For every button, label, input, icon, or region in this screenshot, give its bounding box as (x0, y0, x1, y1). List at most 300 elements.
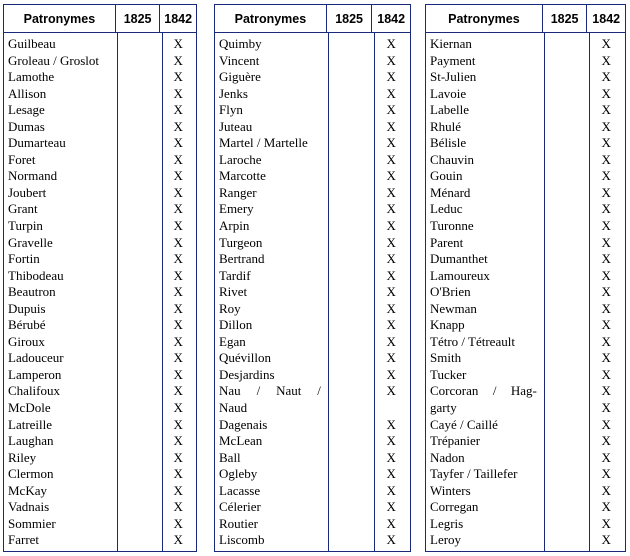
surname-cell: Latreille (8, 416, 53, 432)
year-1825-cell (327, 334, 373, 351)
surname-cell: Arpin (219, 218, 250, 234)
table-row (426, 69, 625, 86)
surname-cell: Winters (430, 482, 471, 498)
surname-cell: Leduc (430, 201, 463, 217)
year-1825-cell (327, 86, 373, 103)
year-1825-cell (327, 135, 373, 152)
year-1842-cell: X (601, 102, 611, 118)
table-row (215, 532, 410, 549)
year-1825-cell (327, 218, 373, 235)
surname-cell: Fortin (8, 251, 40, 267)
surname-cell: Gravelle (8, 234, 53, 250)
table-row (426, 235, 625, 252)
year-1825-cell (543, 268, 588, 285)
header-patronymes: Patronymes (4, 5, 116, 32)
year-1825-cell (116, 483, 161, 500)
year-1825-cell (543, 367, 588, 384)
table-row (215, 417, 410, 434)
table-row (215, 119, 410, 136)
year-1825-cell (327, 201, 373, 218)
year-1842-cell: X (601, 300, 611, 316)
table-row (4, 268, 196, 285)
year-1842-cell: X (173, 118, 183, 134)
surname-cell: Ranger (219, 184, 257, 200)
table-row (426, 417, 625, 434)
year-1825-cell (327, 251, 373, 268)
table-row (215, 433, 410, 450)
year-1842-cell: X (601, 267, 611, 283)
surname-cell: Turonne (430, 218, 474, 234)
year-1825-cell (543, 334, 588, 351)
surname-cell: Smith (430, 350, 462, 366)
surname-cell: Tétro / Tétreault (430, 333, 515, 349)
surname-cell: Laughan (8, 433, 54, 449)
year-1842-cell: X (173, 102, 183, 118)
surname-cell: Giroux (8, 333, 45, 349)
year-1842-cell: X (601, 532, 611, 548)
table-row (215, 53, 410, 70)
table-row (426, 119, 625, 136)
year-1825-cell (327, 466, 373, 483)
surname-cell: Rhulé (430, 118, 462, 134)
surname-cell: Tayfer / Taillefer (430, 466, 518, 482)
table-row (4, 417, 196, 434)
year-1842-cell: X (173, 400, 183, 416)
surname-cell: Dumarteau (8, 135, 66, 151)
year-1825-cell (116, 235, 161, 252)
year-1825-cell (327, 53, 373, 70)
surname-cell: Célerier (219, 499, 261, 515)
year-1842-cell: X (386, 300, 396, 316)
year-1842-cell: X (173, 366, 183, 382)
year-1842-cell: X (601, 118, 611, 134)
surname-cell: Labelle (430, 102, 469, 118)
year-1825-cell (327, 152, 373, 169)
year-1825-cell (543, 185, 588, 202)
year-1825-cell (327, 499, 373, 516)
surname-cell: Turgeon (219, 234, 263, 250)
table-row (4, 433, 196, 450)
year-1842-cell: X (173, 482, 183, 498)
year-1825-cell (543, 301, 588, 318)
table-row (426, 135, 625, 152)
surname-cell: Joubert (8, 184, 47, 200)
surname-cell: Marcotte (219, 168, 266, 184)
year-1825-cell (116, 201, 161, 218)
surname-cell: Tardif (219, 267, 251, 283)
year-1842-cell: X (601, 69, 611, 85)
table-row (215, 152, 410, 169)
year-1842-cell: X (173, 499, 183, 515)
year-1825-cell (116, 317, 161, 334)
year-1825-cell (116, 417, 161, 434)
year-1842-cell: X (386, 449, 396, 465)
year-1825-cell (543, 251, 588, 268)
table-row (215, 350, 410, 367)
year-1842-cell: X (386, 267, 396, 283)
table-row (4, 350, 196, 367)
year-1825-cell (543, 417, 588, 434)
year-1842-cell: X (601, 284, 611, 300)
surname-cell: Chalifoux (8, 383, 60, 399)
year-1825-cell (327, 383, 373, 400)
table-row (426, 516, 625, 533)
surname-cell: Rivet (219, 284, 248, 300)
year-1825-cell (116, 383, 161, 400)
year-1825-cell (543, 317, 588, 334)
table-row (426, 383, 625, 400)
table-row (426, 168, 625, 185)
table-row (4, 135, 196, 152)
year-1842-cell: X (173, 69, 183, 85)
table-row (4, 235, 196, 252)
surname-cell: Corcoran / Hag- (430, 383, 537, 399)
surname-cell: Jenks (219, 85, 248, 101)
year-1825-cell (543, 152, 588, 169)
year-1825-cell (116, 168, 161, 185)
surname-cell: Martel / Martelle (219, 135, 308, 151)
table-row (4, 152, 196, 169)
year-1842-cell: X (386, 234, 396, 250)
year-1842-cell: X (386, 251, 396, 267)
year-1842-cell: X (601, 36, 611, 51)
year-1825-cell (327, 516, 373, 533)
year-1842-cell: X (601, 499, 611, 515)
surname-cell: Newman (430, 300, 477, 316)
table-row (215, 102, 410, 119)
table-row (215, 450, 410, 467)
surname-cell: St-Julien (430, 69, 477, 85)
year-1825-cell (116, 301, 161, 318)
table-row (426, 350, 625, 367)
year-1842-cell: X (173, 383, 183, 399)
table-row (215, 516, 410, 533)
table-row (4, 334, 196, 351)
year-1842-cell (372, 400, 410, 417)
surname-cell: Lavoie (430, 85, 467, 101)
surname-cell: Laroche (219, 151, 262, 167)
year-1842-cell: X (386, 317, 396, 333)
year-1842-cell: X (386, 36, 396, 51)
year-1842-cell: X (173, 151, 183, 167)
table-row (215, 499, 410, 516)
surname-cell: Nau / Naut / (219, 383, 321, 399)
surname-cell: Sommier (8, 515, 56, 531)
surname-cell: Dagenais (219, 416, 268, 432)
table-body (4, 33, 196, 551)
surname-cell: Lamperon (8, 366, 62, 382)
table-row (4, 119, 196, 136)
year-1842-cell: X (601, 482, 611, 498)
year-1825-cell (327, 367, 373, 384)
year-1825-cell (543, 168, 588, 185)
surname-cell: Ball (219, 449, 241, 465)
year-1842-cell: X (173, 267, 183, 283)
table-row (4, 383, 196, 400)
table-row (426, 400, 625, 417)
year-1825-cell (327, 69, 373, 86)
year-1842-cell: X (386, 366, 396, 382)
table-row (215, 218, 410, 235)
year-1825-cell (327, 36, 373, 53)
year-1842-cell: X (173, 36, 183, 51)
year-1842-cell: X (386, 416, 396, 432)
year-1842-cell: X (173, 135, 183, 151)
year-1825-cell (327, 168, 373, 185)
year-1842-cell: X (601, 466, 611, 482)
surname-cell: Allison (8, 85, 47, 101)
year-1842-cell: X (173, 350, 183, 366)
table-row (215, 36, 410, 53)
year-1825-cell (327, 483, 373, 500)
table-row (4, 450, 196, 467)
surname-cell: McDole (8, 400, 51, 416)
surname-cell: Parent (430, 234, 464, 250)
table-row (426, 499, 625, 516)
year-1842-cell: X (386, 168, 396, 184)
table-row (215, 135, 410, 152)
year-1825-cell (543, 69, 588, 86)
surname-cell: Knapp (430, 317, 465, 333)
year-1842-cell: X (386, 69, 396, 85)
year-1825-cell (543, 36, 588, 53)
year-1842-cell: X (601, 85, 611, 101)
table-row (4, 53, 196, 70)
surname-cell: Quévillon (219, 350, 271, 366)
table-row (4, 86, 196, 103)
table-row (4, 466, 196, 483)
table-row (4, 102, 196, 119)
table-row (215, 284, 410, 301)
year-1842-cell: X (386, 135, 396, 151)
year-1825-cell (327, 235, 373, 252)
table-row (215, 400, 410, 417)
surname-cell: Roy (219, 300, 241, 316)
table-row (215, 235, 410, 252)
surname-cell: Lamothe (8, 69, 55, 85)
year-1842-cell: X (601, 234, 611, 250)
table-row (4, 251, 196, 268)
year-1842-cell: X (601, 218, 611, 234)
surname-cell: Corregan (430, 499, 479, 515)
year-1842-cell: X (386, 333, 396, 349)
table-row (426, 367, 625, 384)
surname-cell: Bérubé (8, 317, 46, 333)
table-header (215, 5, 410, 33)
year-1842-cell: X (386, 85, 396, 101)
table-row (426, 251, 625, 268)
table-row (426, 218, 625, 235)
surname-cell: Riley (8, 449, 37, 465)
year-1842-cell: X (173, 515, 183, 531)
year-1825-cell (543, 201, 588, 218)
year-1825-cell (327, 284, 373, 301)
table-row (4, 168, 196, 185)
table-row (426, 317, 625, 334)
year-1825-cell (327, 102, 373, 119)
year-1842-cell: X (173, 416, 183, 432)
year-1842-cell: X (386, 466, 396, 482)
table-row (426, 36, 625, 53)
year-1825-cell (543, 350, 588, 367)
year-1842-cell: X (173, 532, 183, 548)
year-1825-cell (327, 350, 373, 367)
year-1842-cell: X (386, 482, 396, 498)
surname-cell: Liscomb (219, 532, 265, 548)
table-row (215, 268, 410, 285)
year-1842-cell: X (601, 184, 611, 200)
surname-cell: Gouin (430, 168, 463, 184)
year-1825-cell (116, 185, 161, 202)
table-row (4, 516, 196, 533)
year-1842-cell: X (173, 300, 183, 316)
year-1842-cell: X (386, 383, 396, 399)
table-header (4, 5, 196, 33)
table-row (215, 185, 410, 202)
year-1842-cell: X (601, 52, 611, 68)
table-row (215, 69, 410, 86)
year-1842-cell: X (386, 151, 396, 167)
year-1825-cell (543, 53, 588, 70)
surname-cell: Juteau (219, 118, 253, 134)
surname-cell: Payment (430, 52, 476, 68)
table-row (4, 284, 196, 301)
year-1842-cell: X (601, 317, 611, 333)
year-1825-cell (327, 532, 373, 549)
surname-cell: Tucker (430, 366, 467, 382)
table-row (4, 532, 196, 549)
year-1825-cell (543, 433, 588, 450)
table-1 (3, 4, 197, 552)
table-3 (425, 4, 626, 552)
year-1825-cell (116, 53, 161, 70)
surname-cell: Grant (8, 201, 38, 217)
surname-cell: Chauvin (430, 151, 475, 167)
surname-cell: Guilbeau (8, 36, 56, 51)
year-1825-cell (116, 334, 161, 351)
surname-cell: Normand (8, 168, 58, 184)
year-1842-cell: X (173, 251, 183, 267)
table-row (4, 218, 196, 235)
header-1842: 1842 (164, 11, 193, 26)
year-1825-cell (116, 69, 161, 86)
surname-cell: Cayé / Caillé (430, 416, 498, 432)
year-1825-cell (116, 400, 161, 417)
year-1825-cell (116, 350, 161, 367)
table-row (426, 284, 625, 301)
surname-cell: Desjardins (219, 366, 275, 382)
year-1825-cell (116, 36, 161, 53)
surname-cell: Lamoureux (430, 267, 490, 283)
surname-cell: Clermon (8, 466, 54, 482)
year-1842-cell: X (173, 449, 183, 465)
year-1842-cell: X (173, 168, 183, 184)
year-1825-cell (543, 383, 588, 400)
year-1842-cell: X (173, 52, 183, 68)
table-row (4, 400, 196, 417)
year-1825-cell (543, 284, 588, 301)
year-1842-cell: X (386, 532, 396, 548)
surname-cell: McLean (219, 433, 263, 449)
table-row (4, 185, 196, 202)
surname-cell: Giguère (219, 69, 261, 85)
surname-cell: Groleau / Groslot (8, 52, 99, 68)
surname-cell: Kiernan (430, 36, 472, 51)
year-1842-cell: X (386, 433, 396, 449)
year-1825-cell (327, 450, 373, 467)
table-row (426, 532, 625, 549)
surname-cell: Dillon (219, 317, 253, 333)
year-1825-cell (543, 516, 588, 533)
table-row (215, 317, 410, 334)
surname-cell: Lacasse (219, 482, 261, 498)
table-row (426, 185, 625, 202)
table-row (426, 433, 625, 450)
surname-cell: Egan (219, 333, 246, 349)
table-row (215, 367, 410, 384)
year-1825-cell (116, 251, 161, 268)
year-1825-cell (327, 400, 373, 417)
surname-cell: garty (430, 400, 457, 416)
table-row (215, 383, 410, 400)
year-1842-cell: X (601, 449, 611, 465)
surname-cell: Lesage (8, 102, 45, 118)
year-1842-cell: X (173, 234, 183, 250)
year-1842-cell: X (173, 284, 183, 300)
table-row (426, 201, 625, 218)
table-row (4, 317, 196, 334)
table-row (4, 499, 196, 516)
year-1825-cell (116, 516, 161, 533)
header-1842: 1842 (592, 11, 621, 26)
table-row (4, 367, 196, 384)
year-1825-cell (327, 301, 373, 318)
year-1842-cell: X (601, 383, 611, 399)
year-1842-cell: X (386, 118, 396, 134)
header-patronymes: Patronymes (215, 5, 327, 32)
year-1825-cell (116, 152, 161, 169)
surname-cell: Trépanier (430, 433, 481, 449)
table-row (215, 251, 410, 268)
year-1842-cell: X (386, 350, 396, 366)
year-1842-cell: X (601, 251, 611, 267)
table-row (4, 201, 196, 218)
table-row (215, 201, 410, 218)
surname-cell: Ménard (430, 184, 471, 200)
header-1825: 1825 (116, 5, 161, 32)
year-1825-cell (116, 86, 161, 103)
table-row (215, 168, 410, 185)
year-1825-cell (116, 135, 161, 152)
surname-cell: Beautron (8, 284, 56, 300)
table-body (426, 33, 625, 551)
year-1842-cell: X (386, 201, 396, 217)
year-1842-cell: X (601, 168, 611, 184)
year-1842-cell: X (601, 135, 611, 151)
year-1825-cell (327, 119, 373, 136)
table-row (426, 53, 625, 70)
year-1842-cell: X (601, 350, 611, 366)
year-1842-cell: X (601, 151, 611, 167)
surname-cell: Foret (8, 151, 36, 167)
surname-cell: Quimby (219, 36, 262, 51)
table-row (426, 483, 625, 500)
year-1825-cell (116, 450, 161, 467)
table-row (4, 301, 196, 318)
year-1842-cell: X (173, 85, 183, 101)
table-row (426, 268, 625, 285)
surname-cell: Farret (8, 532, 40, 548)
